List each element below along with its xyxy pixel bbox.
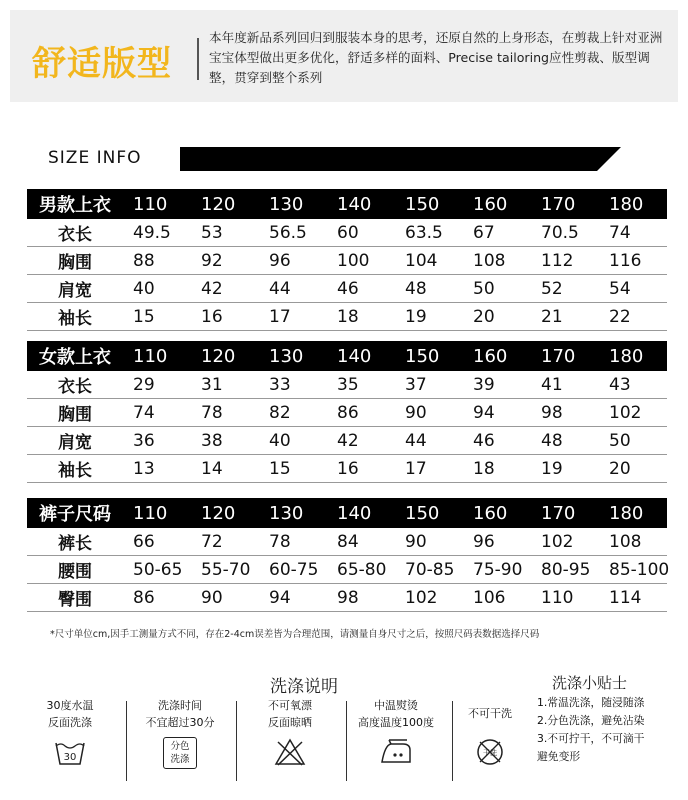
table-row bbox=[27, 556, 670, 584]
tip-line: 3.不可拧干，不可滴干 bbox=[537, 732, 645, 745]
size-header-cell: 170 bbox=[541, 193, 576, 215]
wash-item bbox=[132, 697, 228, 769]
measurement-cell: 16 bbox=[201, 306, 223, 327]
table-row bbox=[27, 247, 667, 275]
measurement-cell: 54 bbox=[609, 278, 631, 299]
measurement-cell: 43 bbox=[609, 374, 631, 395]
measurement-cell: 18 bbox=[473, 458, 495, 479]
measurement-cell: 42 bbox=[201, 278, 223, 299]
size-header-cell: 160 bbox=[473, 193, 508, 215]
table-header-row bbox=[27, 189, 667, 219]
table-row bbox=[27, 455, 667, 483]
measurement-cell: 15 bbox=[269, 458, 291, 479]
table-header-row bbox=[27, 341, 667, 371]
wash-item-line2: 高度温度100度 bbox=[358, 716, 434, 729]
tip-line: 2.分色洗涤，避免沾染 bbox=[537, 714, 645, 727]
measurement-cell: 48 bbox=[541, 430, 563, 451]
table-row bbox=[27, 427, 667, 455]
row-label: 肩宽 bbox=[58, 433, 92, 453]
size-header-cell: 110 bbox=[133, 193, 168, 215]
pants-size-table bbox=[27, 498, 670, 612]
measurement-cell: 46 bbox=[473, 430, 495, 451]
size-header-cell: 140 bbox=[337, 345, 372, 367]
dry-clean-text: 干洗 bbox=[483, 749, 497, 757]
measurement-cell: 33 bbox=[269, 374, 291, 395]
wash-item-line1: 中温熨烫 bbox=[374, 699, 418, 712]
row-label: 胸围 bbox=[58, 405, 92, 425]
measurement-cell: 17 bbox=[405, 458, 427, 479]
row-label: 臀围 bbox=[58, 590, 92, 610]
measurement-cell: 92 bbox=[201, 250, 223, 271]
measurement-cell: 21 bbox=[541, 306, 563, 327]
measurement-cell: 29 bbox=[133, 374, 155, 395]
measurement-cell: 60-75 bbox=[269, 559, 319, 580]
measurement-cell: 108 bbox=[609, 531, 642, 552]
row-label: 衣长 bbox=[58, 377, 92, 397]
measurement-cell: 96 bbox=[269, 250, 291, 271]
no-dry-clean-icon bbox=[473, 737, 507, 767]
row-label: 腰围 bbox=[58, 562, 92, 582]
measurement-cell: 110 bbox=[541, 587, 574, 608]
measurement-cell: 104 bbox=[405, 250, 438, 271]
measurement-cell: 44 bbox=[269, 278, 291, 299]
measurement-note: *尺寸单位cm,因手工测量方式不同，存在2-4cm误差皆为合理范围，请测量自身尺寸之后，按照尺码表数据选择尺码 bbox=[50, 629, 540, 640]
measurement-cell: 67 bbox=[473, 222, 495, 243]
measurement-cell: 36 bbox=[133, 430, 155, 451]
measurement-cell: 55-70 bbox=[201, 559, 251, 580]
measurement-cell: 114 bbox=[609, 587, 642, 608]
row-label: 袖长 bbox=[58, 461, 92, 481]
measurement-cell: 56.5 bbox=[269, 222, 307, 243]
womens-top-size-table bbox=[27, 341, 667, 483]
measurement-cell: 70.5 bbox=[541, 222, 579, 243]
size-header-cell: 150 bbox=[405, 502, 440, 524]
measurement-cell: 112 bbox=[541, 250, 574, 271]
size-header-cell: 180 bbox=[609, 502, 644, 524]
size-header-cell: 110 bbox=[133, 502, 168, 524]
tip-line: 1.常温洗涤，随浸随涤 bbox=[537, 696, 645, 709]
measurement-cell: 102 bbox=[609, 402, 642, 423]
table-title: 裤子尺码 bbox=[39, 504, 111, 525]
measurement-cell: 82 bbox=[269, 402, 291, 423]
measurement-cell: 78 bbox=[269, 531, 291, 552]
measurement-cell: 20 bbox=[609, 458, 631, 479]
row-label: 裤长 bbox=[58, 534, 92, 554]
measurement-cell: 116 bbox=[609, 250, 642, 271]
table-row bbox=[27, 219, 667, 247]
wash-item-line2: 反面晾晒 bbox=[268, 716, 312, 729]
size-header-cell: 170 bbox=[541, 502, 576, 524]
measurement-cell: 50-65 bbox=[133, 559, 183, 580]
page-title: 舒适版型 bbox=[32, 44, 172, 84]
measurement-cell: 85-100 bbox=[609, 559, 670, 580]
table-row bbox=[27, 584, 667, 612]
wash-item bbox=[344, 697, 448, 772]
measurement-cell: 18 bbox=[337, 306, 359, 327]
measurement-cell: 108 bbox=[473, 250, 506, 271]
size-info-label: SIZE INFO bbox=[48, 148, 142, 168]
table-title: 男款上衣 bbox=[39, 195, 111, 216]
size-header-cell: 130 bbox=[269, 502, 304, 524]
table-row bbox=[27, 303, 667, 331]
measurement-cell: 80-95 bbox=[541, 559, 591, 580]
measurement-cell: 40 bbox=[133, 278, 155, 299]
measurement-cell: 60 bbox=[337, 222, 359, 243]
measurement-cell: 38 bbox=[201, 430, 223, 451]
measurement-cell: 98 bbox=[337, 587, 359, 608]
table-row bbox=[27, 399, 667, 427]
measurement-cell: 40 bbox=[269, 430, 291, 451]
table-row bbox=[27, 275, 667, 303]
measurement-cell: 17 bbox=[269, 306, 291, 327]
wash-item bbox=[442, 697, 538, 772]
row-label: 肩宽 bbox=[58, 281, 92, 301]
wash-tips-title: 洗涤小贴士 bbox=[552, 674, 628, 692]
measurement-cell: 20 bbox=[473, 306, 495, 327]
measurement-cell: 100 bbox=[337, 250, 370, 271]
wash-item-line1: 洗涤时间 bbox=[158, 699, 202, 712]
measurement-cell: 72 bbox=[201, 531, 223, 552]
measurement-cell: 41 bbox=[541, 374, 563, 395]
measurement-cell: 50 bbox=[473, 278, 495, 299]
header-banner bbox=[10, 10, 678, 102]
header-description: 本年度新品系列回归到服装本身的思考，还原自然的上身形态，在剪裁上针对亚洲宝宝体型做出更多优化，舒适多样的面料、Precise tailoring应性剪裁、版型调整，贯穿到整个系列 bbox=[209, 30, 663, 85]
size-header-cell: 170 bbox=[541, 345, 576, 367]
size-header-cell: 140 bbox=[337, 502, 372, 524]
measurement-cell: 39 bbox=[473, 374, 495, 395]
measurement-cell: 106 bbox=[473, 587, 506, 608]
wash-item-line2: 反面洗涤 bbox=[48, 716, 92, 729]
wash-tips bbox=[537, 694, 677, 766]
size-header-cell: 130 bbox=[269, 345, 304, 367]
wash-item-line2: 不宜超过30分 bbox=[145, 716, 215, 729]
measurement-cell: 50 bbox=[609, 430, 631, 451]
measurement-cell: 75-90 bbox=[473, 559, 523, 580]
wash-item bbox=[22, 697, 118, 772]
measurement-cell: 44 bbox=[405, 430, 427, 451]
no-bleach-icon bbox=[273, 737, 307, 767]
size-header-cell: 150 bbox=[405, 345, 440, 367]
measurement-cell: 65-80 bbox=[337, 559, 387, 580]
wash-divider bbox=[236, 701, 237, 781]
size-header-cell: 120 bbox=[201, 502, 236, 524]
iron-medium-icon bbox=[379, 737, 413, 767]
wash-instructions-title: 洗涤说明 bbox=[270, 677, 338, 697]
measurement-cell: 19 bbox=[541, 458, 563, 479]
size-header-cell: 130 bbox=[269, 193, 304, 215]
wash-30-icon bbox=[53, 737, 87, 767]
size-header-cell: 160 bbox=[473, 345, 508, 367]
measurement-cell: 48 bbox=[405, 278, 427, 299]
measurement-cell: 22 bbox=[609, 306, 631, 327]
measurement-cell: 14 bbox=[201, 458, 223, 479]
measurement-cell: 94 bbox=[473, 402, 495, 423]
measurement-cell: 19 bbox=[405, 306, 427, 327]
wash-divider bbox=[126, 701, 127, 781]
table-row bbox=[27, 371, 667, 399]
table-row bbox=[27, 528, 667, 556]
size-header-cell: 150 bbox=[405, 193, 440, 215]
measurement-cell: 74 bbox=[609, 222, 631, 243]
measurement-cell: 96 bbox=[473, 531, 495, 552]
measurement-cell: 84 bbox=[337, 531, 359, 552]
mens-top-size-table bbox=[27, 189, 667, 331]
table-title: 女款上衣 bbox=[39, 347, 111, 368]
measurement-cell: 35 bbox=[337, 374, 359, 395]
separate-colors-icon: 分色 洗涤 bbox=[163, 737, 197, 769]
measurement-cell: 31 bbox=[201, 374, 223, 395]
measurement-cell: 63.5 bbox=[405, 222, 443, 243]
wash-item-line1: 30度水温 bbox=[46, 699, 94, 712]
measurement-cell: 90 bbox=[201, 587, 223, 608]
size-header-cell: 120 bbox=[201, 193, 236, 215]
row-label: 袖长 bbox=[58, 309, 92, 329]
measurement-cell: 46 bbox=[337, 278, 359, 299]
measurement-cell: 94 bbox=[269, 587, 291, 608]
size-header-cell: 140 bbox=[337, 193, 372, 215]
measurement-cell: 86 bbox=[133, 587, 155, 608]
wash-instructions bbox=[22, 697, 522, 793]
tip-line: 避免变形 bbox=[537, 750, 581, 763]
measurement-cell: 52 bbox=[541, 278, 563, 299]
measurement-cell: 74 bbox=[133, 402, 155, 423]
wash-item-line1: 不可氧漂 bbox=[268, 699, 312, 712]
size-header-cell: 180 bbox=[609, 345, 644, 367]
measurement-cell: 90 bbox=[405, 402, 427, 423]
measurement-cell: 78 bbox=[201, 402, 223, 423]
measurement-cell: 37 bbox=[405, 374, 427, 395]
row-label: 胸围 bbox=[58, 253, 92, 273]
size-header-cell: 160 bbox=[473, 502, 508, 524]
measurement-cell: 88 bbox=[133, 250, 155, 271]
measurement-cell: 70-85 bbox=[405, 559, 455, 580]
measurement-cell: 102 bbox=[541, 531, 574, 552]
measurement-cell: 66 bbox=[133, 531, 155, 552]
wash-temp-text: 30 bbox=[63, 752, 77, 763]
measurement-cell: 16 bbox=[337, 458, 359, 479]
wash-item-line1: 不可干洗 bbox=[468, 707, 512, 720]
measurement-cell: 90 bbox=[405, 531, 427, 552]
size-header-cell: 110 bbox=[133, 345, 168, 367]
size-header-cell: 180 bbox=[609, 193, 644, 215]
measurement-cell: 42 bbox=[337, 430, 359, 451]
measurement-cell: 98 bbox=[541, 402, 563, 423]
table-header-row bbox=[27, 498, 667, 528]
size-header-cell: 120 bbox=[201, 345, 236, 367]
measurement-cell: 53 bbox=[201, 222, 223, 243]
measurement-cell: 102 bbox=[405, 587, 438, 608]
wash-item bbox=[242, 697, 338, 772]
size-info-bar bbox=[180, 147, 621, 171]
row-label: 衣长 bbox=[58, 225, 92, 245]
measurement-cell: 13 bbox=[133, 458, 155, 479]
title-divider bbox=[197, 38, 199, 80]
measurement-cell: 86 bbox=[337, 402, 359, 423]
measurement-cell: 49.5 bbox=[133, 222, 171, 243]
measurement-cell: 15 bbox=[133, 306, 155, 327]
